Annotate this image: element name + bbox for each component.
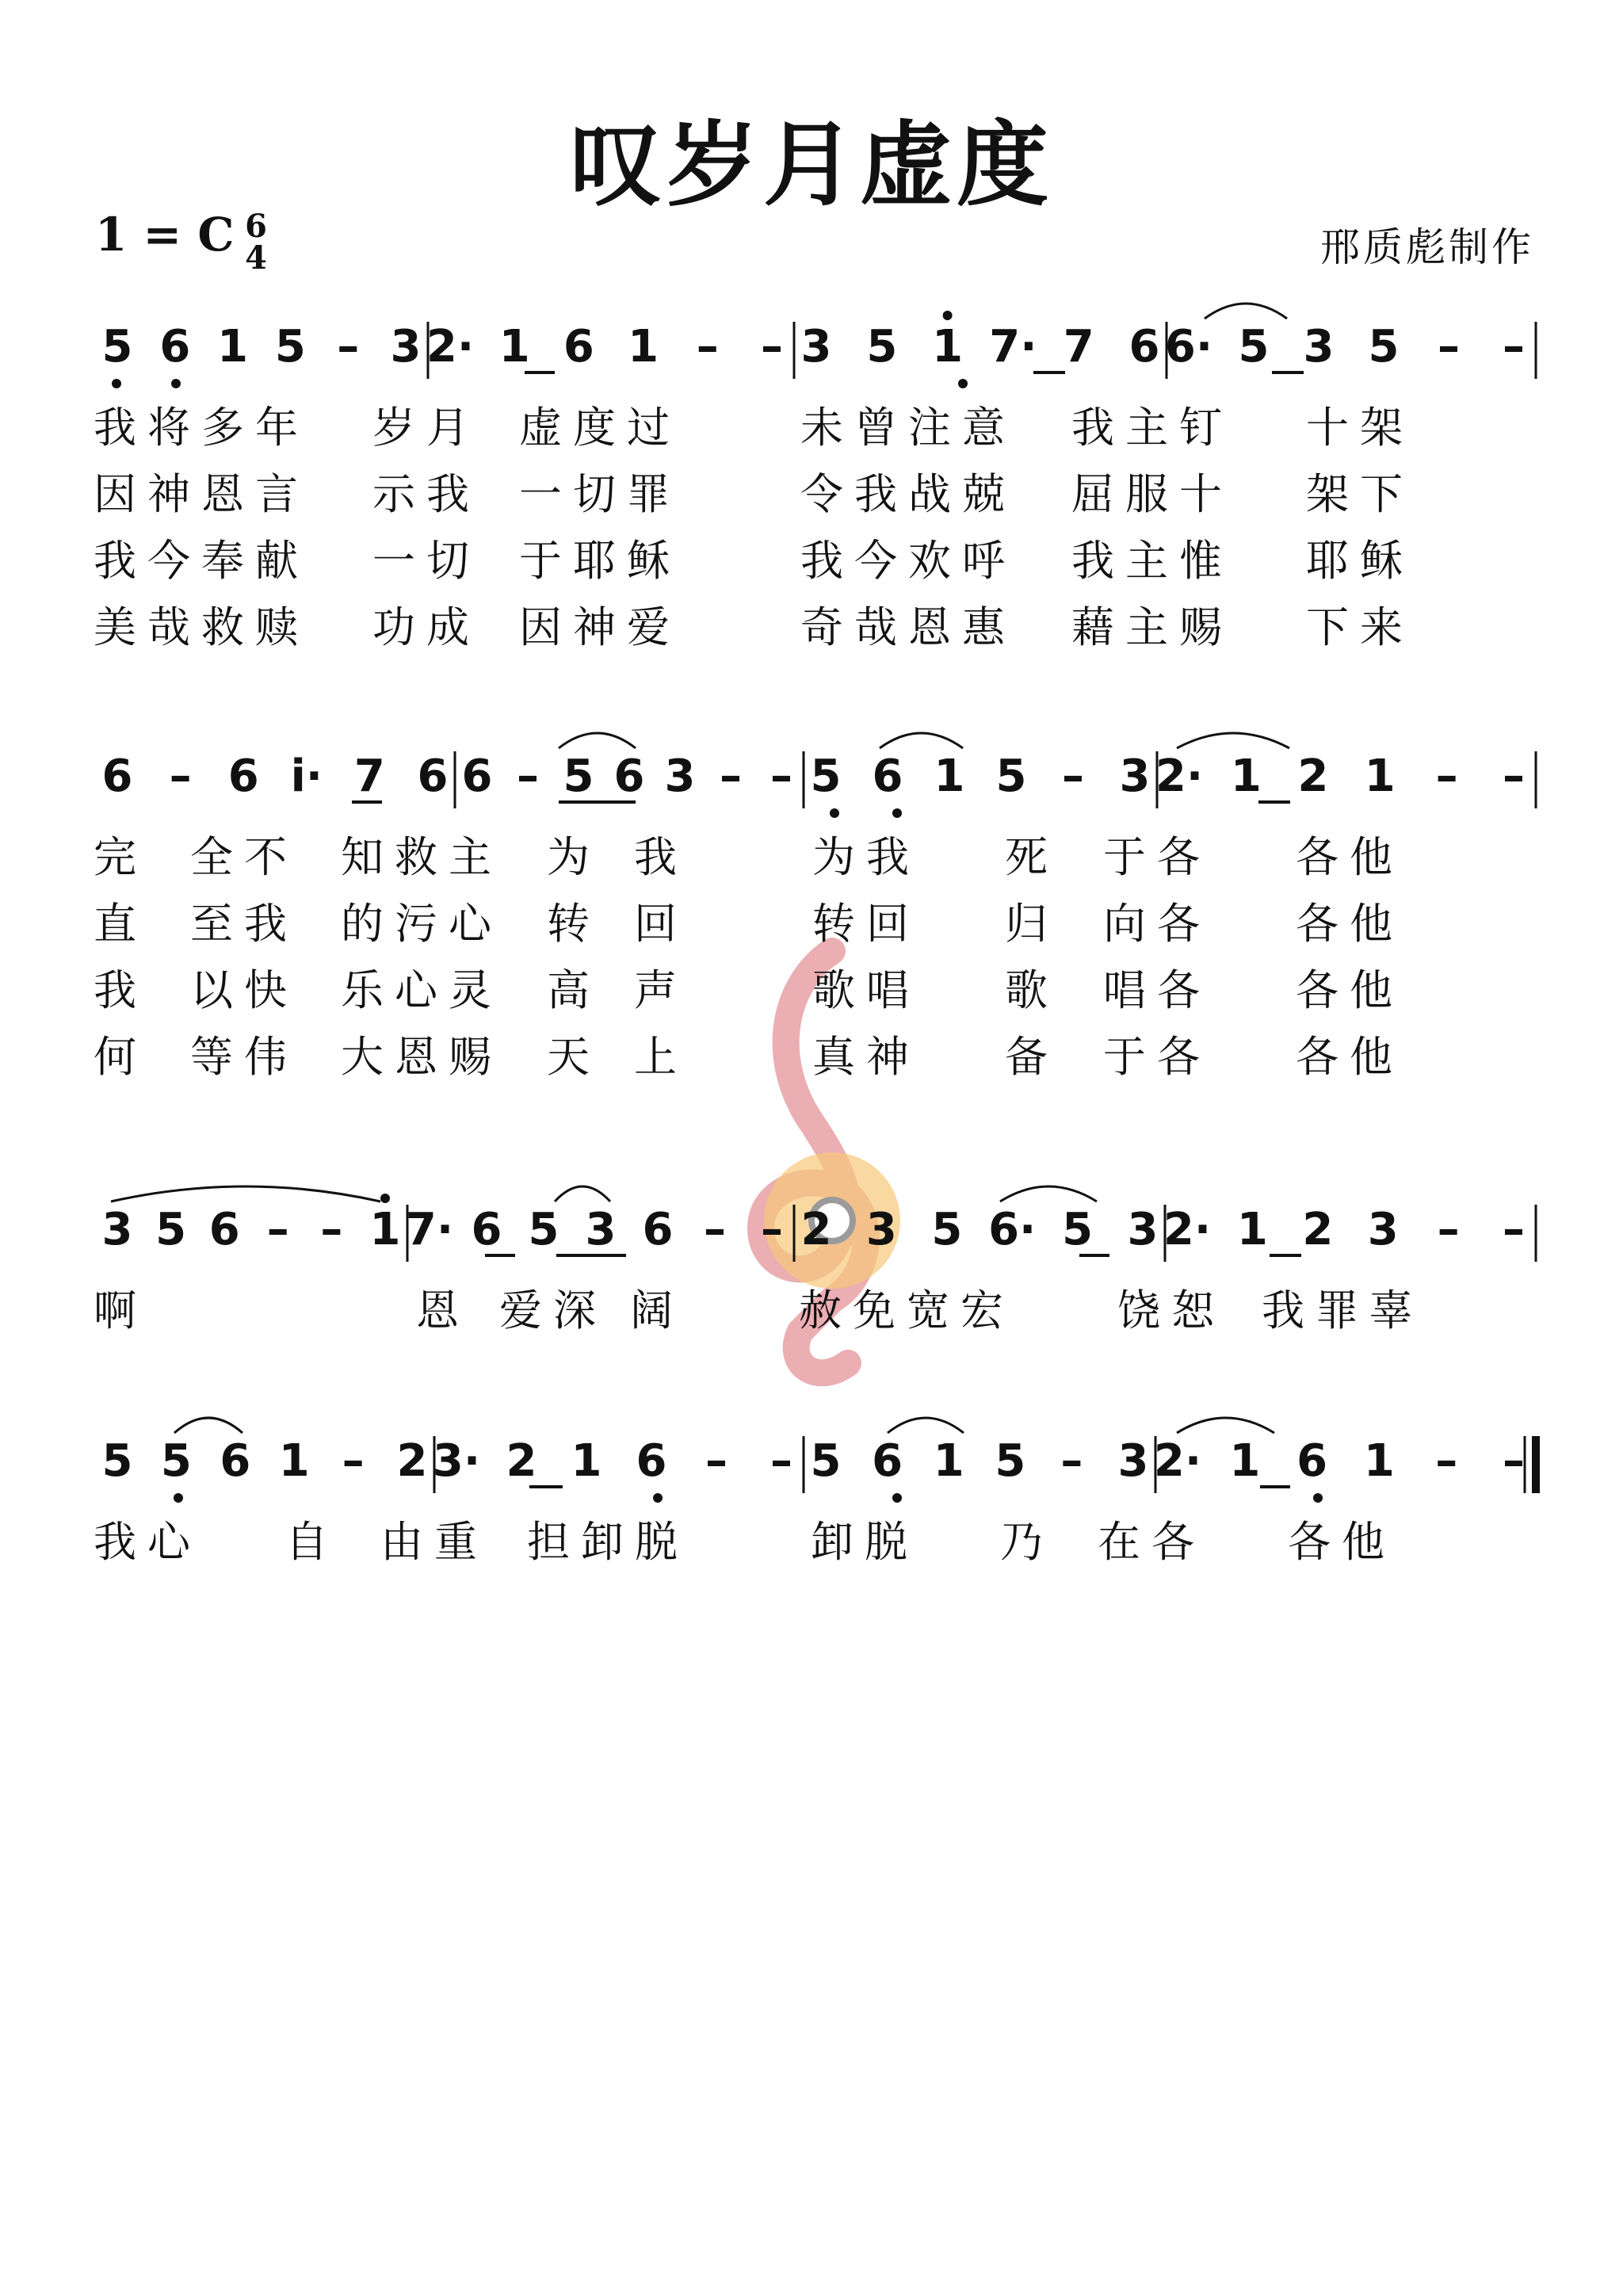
note: 3: [800, 321, 832, 372]
note: 6: [636, 1435, 667, 1487]
song-title: 叹岁月虚度: [570, 111, 1053, 219]
note: 2: [1302, 1204, 1334, 1255]
note: 5: [995, 1435, 1026, 1487]
note: 5: [563, 751, 594, 802]
note: 6: [563, 321, 594, 372]
note: 7: [353, 751, 385, 802]
note: –: [1503, 1204, 1525, 1255]
octave-dot-low: [1313, 1493, 1323, 1503]
note: 1: [369, 1204, 401, 1255]
octave-dot-low: [653, 1493, 663, 1503]
lyric-word: 歌: [1005, 965, 1059, 1015]
octave-dot-low: [892, 1493, 902, 1503]
note: –: [1503, 1435, 1525, 1487]
note: 6: [613, 751, 645, 802]
note: 6: [101, 751, 133, 802]
tie-slur: [888, 1418, 964, 1433]
lyric-word: 一切罪: [519, 469, 681, 519]
note: 6·: [1164, 321, 1213, 372]
note: –: [720, 751, 742, 802]
lyric-word: 耶稣: [1306, 536, 1414, 586]
octave-dot-low: [958, 379, 968, 388]
note: 6: [159, 321, 191, 372]
note: 6: [417, 751, 449, 802]
note: 3: [1119, 751, 1151, 802]
note: 5: [101, 321, 133, 372]
note: –: [770, 1435, 792, 1487]
lyric-word: 备: [1005, 1032, 1059, 1082]
lyric-word: 我心: [94, 1517, 201, 1567]
note: 1: [1236, 1204, 1268, 1255]
tie-slur: [880, 733, 963, 748]
lyric-word: 在各: [1098, 1517, 1205, 1567]
note: –: [1438, 321, 1460, 372]
lyric-word: 转回: [812, 899, 920, 949]
lyric-word: 虚度过: [519, 403, 681, 453]
note: 6: [872, 751, 903, 802]
note: 3: [1127, 1204, 1159, 1255]
note: 3·: [432, 1435, 481, 1487]
lyric-word: 我主惟: [1071, 536, 1233, 586]
note: –: [761, 1204, 783, 1255]
lyric-word: 转: [547, 899, 601, 949]
time-signature-top: 6: [245, 208, 267, 245]
lyric-word: 大恩赐: [341, 1032, 502, 1082]
note: 5: [810, 1435, 842, 1487]
lyric-word: 美哉救赎: [94, 602, 309, 652]
note: –: [266, 1204, 289, 1255]
lyric-word: 我将多年: [94, 403, 309, 453]
note: 2: [1297, 751, 1329, 802]
note: 6: [642, 1204, 674, 1255]
lyric-word: 藉主赐: [1071, 602, 1233, 652]
lyric-word: 高: [547, 965, 601, 1015]
note: 6: [461, 751, 493, 802]
octave-dot-low: [112, 379, 121, 388]
lyric-word: 真神: [812, 1032, 920, 1082]
note: 1: [1364, 751, 1396, 802]
lyric-word: 死: [1005, 832, 1059, 882]
octave-dot-low: [174, 1493, 183, 1503]
note: 3: [1303, 321, 1335, 372]
note: –: [1437, 1204, 1460, 1255]
lyric-word: 为: [547, 832, 601, 882]
note: –: [1435, 1435, 1458, 1487]
note: 6: [872, 1435, 903, 1487]
octave-dot-low: [171, 379, 181, 388]
note: –: [517, 751, 539, 802]
note: 3: [1367, 1204, 1399, 1255]
note: 2: [800, 1204, 832, 1255]
note: 1: [934, 751, 965, 802]
note: 3: [585, 1204, 617, 1255]
note: –: [761, 321, 783, 372]
lyric-word: 屈服十: [1071, 469, 1233, 519]
note: 7·: [989, 321, 1037, 372]
note: –: [337, 321, 360, 372]
tie-slur: [1177, 733, 1289, 748]
note: 6: [220, 1435, 251, 1487]
lyric-word: 各他: [1296, 965, 1403, 1015]
tie-slur: [111, 1186, 380, 1201]
note: 2·: [1153, 1435, 1202, 1487]
note: 6: [1296, 1435, 1328, 1487]
lyric-word: 赦免宽宏: [799, 1286, 1014, 1335]
lyric-word: 十架: [1306, 403, 1414, 453]
lyric-word: 我罪辜: [1262, 1286, 1423, 1335]
lyric-word: 的污心: [341, 899, 502, 949]
lyric-word: 啊: [94, 1286, 147, 1335]
lyric-word: 于耶稣: [519, 536, 681, 586]
lyric-word: 唱各: [1103, 965, 1211, 1015]
note: 5: [995, 751, 1027, 802]
lyric-word: 未曾注意: [800, 403, 1016, 453]
note: 5: [1238, 321, 1270, 372]
lyric-word: 乃: [1000, 1517, 1054, 1567]
lyric-word: 至我: [190, 899, 298, 949]
note: 6: [1128, 321, 1160, 372]
lyric-word: 完: [94, 832, 147, 882]
note: 2·: [426, 321, 475, 372]
lyric-word: 因神爱: [519, 602, 681, 652]
lyric-word: 令我战兢: [800, 469, 1016, 519]
lyric-word: 我: [94, 965, 147, 1015]
note: 7·: [405, 1204, 454, 1255]
note: –: [1503, 321, 1525, 372]
octave-dot-low: [830, 808, 839, 818]
note: 2: [396, 1435, 428, 1487]
note: 5: [160, 1435, 192, 1487]
lyric-word: 为我: [812, 832, 920, 882]
note: 5: [528, 1204, 559, 1255]
lyric-word: 因神恩言: [94, 469, 309, 519]
lyric-word: 由重: [380, 1517, 488, 1567]
note: 1: [571, 1435, 602, 1487]
note: 5: [1062, 1204, 1094, 1255]
note: 5: [866, 321, 898, 372]
note: –: [704, 1204, 726, 1255]
note: 6: [227, 751, 259, 802]
octave-dot-high: [943, 311, 953, 320]
note: i·: [290, 751, 323, 802]
note: –: [1435, 751, 1458, 802]
lyric-word: 功成: [372, 602, 480, 652]
lyric-word: 天: [547, 1032, 601, 1082]
note: –: [1062, 751, 1084, 802]
note: 3: [101, 1204, 133, 1255]
lyric-word: 乐心灵: [341, 965, 502, 1015]
lyric-word: 饶恕: [1117, 1286, 1225, 1335]
note: –: [1060, 1435, 1083, 1487]
tie-slur: [559, 733, 636, 748]
lyric-word: 何: [94, 1032, 147, 1082]
lyric-word: 奇哉恩惠: [800, 602, 1016, 652]
note: 1: [628, 321, 659, 372]
lyric-word: 以快: [190, 965, 298, 1015]
key-signature: 1 = C: [95, 208, 235, 262]
note: 1: [1229, 1435, 1261, 1487]
lyric-word: 我今欢呼: [800, 536, 1016, 586]
lyric-word: 各他: [1296, 1032, 1403, 1082]
note: 2·: [1163, 1204, 1212, 1255]
lyric-word: 各他: [1296, 899, 1403, 949]
lyric-word: 我: [634, 832, 688, 882]
note: 3: [664, 751, 696, 802]
octave-dot-low: [892, 808, 902, 818]
lyric-word: 声: [634, 965, 688, 1015]
lyric-word: 架下: [1306, 469, 1414, 519]
lyric-word: 知救主: [341, 832, 502, 882]
note: –: [169, 751, 192, 802]
lyric-word: 等伟: [190, 1032, 298, 1082]
lyric-word: 岁月: [372, 403, 480, 453]
lyric-word: 直: [94, 899, 147, 949]
lyric-word: 于各: [1103, 1032, 1211, 1082]
note: 1: [932, 321, 964, 372]
note: 5: [810, 751, 842, 802]
lyric-word: 归: [1005, 899, 1059, 949]
lyric-word: 担卸脱: [527, 1517, 689, 1567]
lyric-word: 于各: [1103, 832, 1211, 882]
lyric-word: 我主钉: [1071, 403, 1233, 453]
note: 1: [278, 1435, 310, 1487]
lyric-word: 卸脱: [811, 1517, 918, 1567]
lyric-word: 向各: [1103, 899, 1211, 949]
note: 5: [931, 1204, 963, 1255]
note: 6: [208, 1204, 240, 1255]
lyric-word: 上: [634, 1032, 688, 1082]
note: 5: [101, 1435, 133, 1487]
note: 1: [933, 1435, 964, 1487]
lyric-word: 爱深: [499, 1286, 607, 1335]
note: 5: [1368, 321, 1400, 372]
lyric-word: 阔: [630, 1286, 684, 1335]
time-signature-bottom: 4: [245, 239, 267, 277]
note: 6: [471, 1204, 502, 1255]
lyric-word: 示我: [372, 469, 480, 519]
tie-slur: [1177, 1418, 1274, 1433]
note: 3: [865, 1204, 897, 1255]
note: 1: [498, 321, 530, 372]
note: –: [342, 1435, 365, 1487]
lyric-word: 歌唱: [812, 965, 920, 1015]
lyric-word: 我今奉献: [94, 536, 309, 586]
note: 1: [1230, 751, 1262, 802]
note: 7: [1063, 321, 1094, 372]
lyric-word: 各他: [1288, 1517, 1396, 1567]
lyric-word: 恩: [416, 1286, 470, 1335]
lyric-word: 下来: [1306, 602, 1414, 652]
lyric-word: 一切: [372, 536, 480, 586]
note: 5: [155, 1204, 187, 1255]
note: –: [320, 1204, 343, 1255]
note: –: [705, 1435, 727, 1487]
note: 1: [1363, 1435, 1395, 1487]
tie-slur: [555, 1186, 610, 1201]
note: 6·: [988, 1204, 1037, 1255]
note: 3: [390, 321, 422, 372]
note: –: [696, 321, 719, 372]
lyric-word: 各他: [1296, 832, 1403, 882]
note: 1: [217, 321, 249, 372]
tie-slur: [1000, 1186, 1097, 1201]
lyric-word: 全不: [190, 832, 298, 882]
note: –: [1503, 751, 1525, 802]
note: –: [770, 751, 792, 802]
tie-slur: [174, 1418, 242, 1433]
lyric-word: 自: [285, 1517, 339, 1567]
lyric-word: 回: [634, 899, 688, 949]
tie-slur: [1205, 304, 1287, 319]
note: 2·: [1155, 751, 1204, 802]
note: 2: [506, 1435, 537, 1487]
octave-dot-high: [380, 1194, 390, 1203]
note: 5: [274, 321, 306, 372]
note: 3: [1117, 1435, 1149, 1487]
maker-credit: 邢质彪制作: [1320, 224, 1534, 270]
